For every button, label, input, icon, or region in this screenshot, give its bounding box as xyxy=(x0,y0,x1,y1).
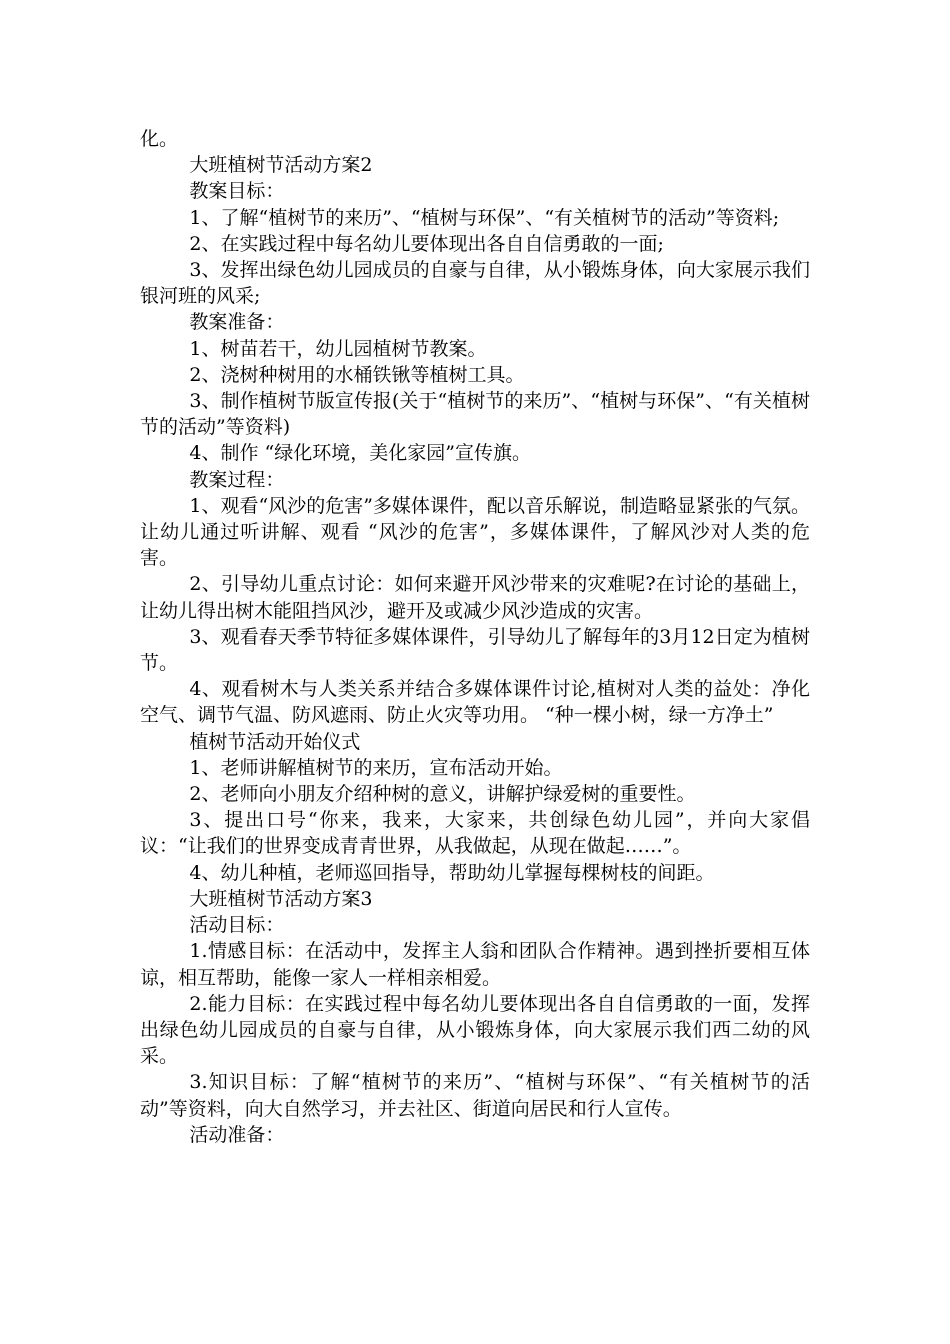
section-title-plan-3: 大班植树节活动方案3 xyxy=(189,887,373,910)
paragraph-continuation: 化。 xyxy=(140,128,179,150)
paragraph: 4、观看树木与人类关系并结合多媒体课件讨论,植树对人类的益处：净化空气、调节气温、防风遮雨、防止火灾等功用。 “种一棵小树，绿一方净土” xyxy=(140,678,810,727)
paragraph: 3、发挥出绿色幼儿园成员的自豪与自律，从小锻炼身体，向大家展示我们银河班的风采; xyxy=(140,259,810,308)
heading-activity-goals: 活动目标： xyxy=(189,914,285,937)
paragraph: 1、老师讲解植树节的来历，宣布活动开始。 xyxy=(189,756,563,779)
heading-teaching-process: 教案过程： xyxy=(189,468,285,491)
paragraph: 2.能力目标：在实践过程中每名幼儿要体现出各自自信勇敢的一面，发挥出绿色幼儿园成员的自豪与自律，从小锻炼身体，向大家展示我们西二幼的风采。 xyxy=(140,992,810,1068)
paragraph: 2、引导幼儿重点讨论：如何来避开风沙带来的灾难呢?在讨论的基础上，让幼儿得出树木能阻挡风沙，避开及或减少风沙造成的灾害。 xyxy=(140,573,810,622)
heading-activity-preparation: 活动准备： xyxy=(189,1123,285,1146)
paragraph: 1.情感目标：在活动中，发挥主人翁和团队合作精神。遇到挫折要相互体谅，相互帮助，能像一家人一样相亲相爱。 xyxy=(140,940,810,989)
paragraph: 4、制作 “绿化环境，美化家园”宣传旗。 xyxy=(189,442,531,465)
paragraph: 4、幼儿种植，老师巡回指导，帮助幼儿掌握每棵树枝的间距。 xyxy=(189,861,715,884)
document-body xyxy=(140,126,810,1148)
paragraph: 3、制作植树节版宣传报(关于“植树节的来历”、“植树与环保”、“有关植树节的活动”等资料) xyxy=(140,390,810,439)
paragraph: 1、观看“风沙的危害”多媒体课件，配以音乐解说，制造略显紧张的气氛。让幼儿通过听讲解、观看 “风沙的危害”，多媒体课件，了解风沙对人类的危害。 xyxy=(140,494,810,570)
paragraph: 2、老师向小朋友介绍种树的意义，讲解护绿爱树的重要性。 xyxy=(189,783,696,806)
paragraph: 1、了解“植树节的来历”、“植树与环保”、“有关植树节的活动”等资料; xyxy=(189,206,780,229)
heading-opening-ceremony: 植树节活动开始仪式 xyxy=(189,730,361,753)
paragraph: 3、提出口号“你来，我来，大家来，共创绿色幼儿园”，并向大家倡议：“让我们的世界变成青青世界，从我做起，从现在做起……”。 xyxy=(140,809,810,858)
heading-teaching-goals: 教案目标： xyxy=(189,180,285,203)
section-title-plan-2: 大班植树节活动方案2 xyxy=(189,154,373,177)
paragraph: 3.知识目标：了解“植树节的来历”、“植树与环保”、“有关植树节的活动”等资料，向大自然学习，并去社区、街道向居民和行人宣传。 xyxy=(140,1071,810,1120)
paragraph: 2、在实践过程中每名幼儿要体现出各自自信勇敢的一面; xyxy=(189,232,664,255)
paragraph: 1、树苗若干，幼儿园植树节教案。 xyxy=(189,337,487,360)
paragraph: 3、观看春天季节特征多媒体课件，引导幼儿了解每年的3月12日定为植树节。 xyxy=(140,625,810,675)
paragraph: 2、浇树种树用的水桶铁锹等植树工具。 xyxy=(189,363,525,386)
heading-teaching-preparation: 教案准备： xyxy=(189,311,285,334)
